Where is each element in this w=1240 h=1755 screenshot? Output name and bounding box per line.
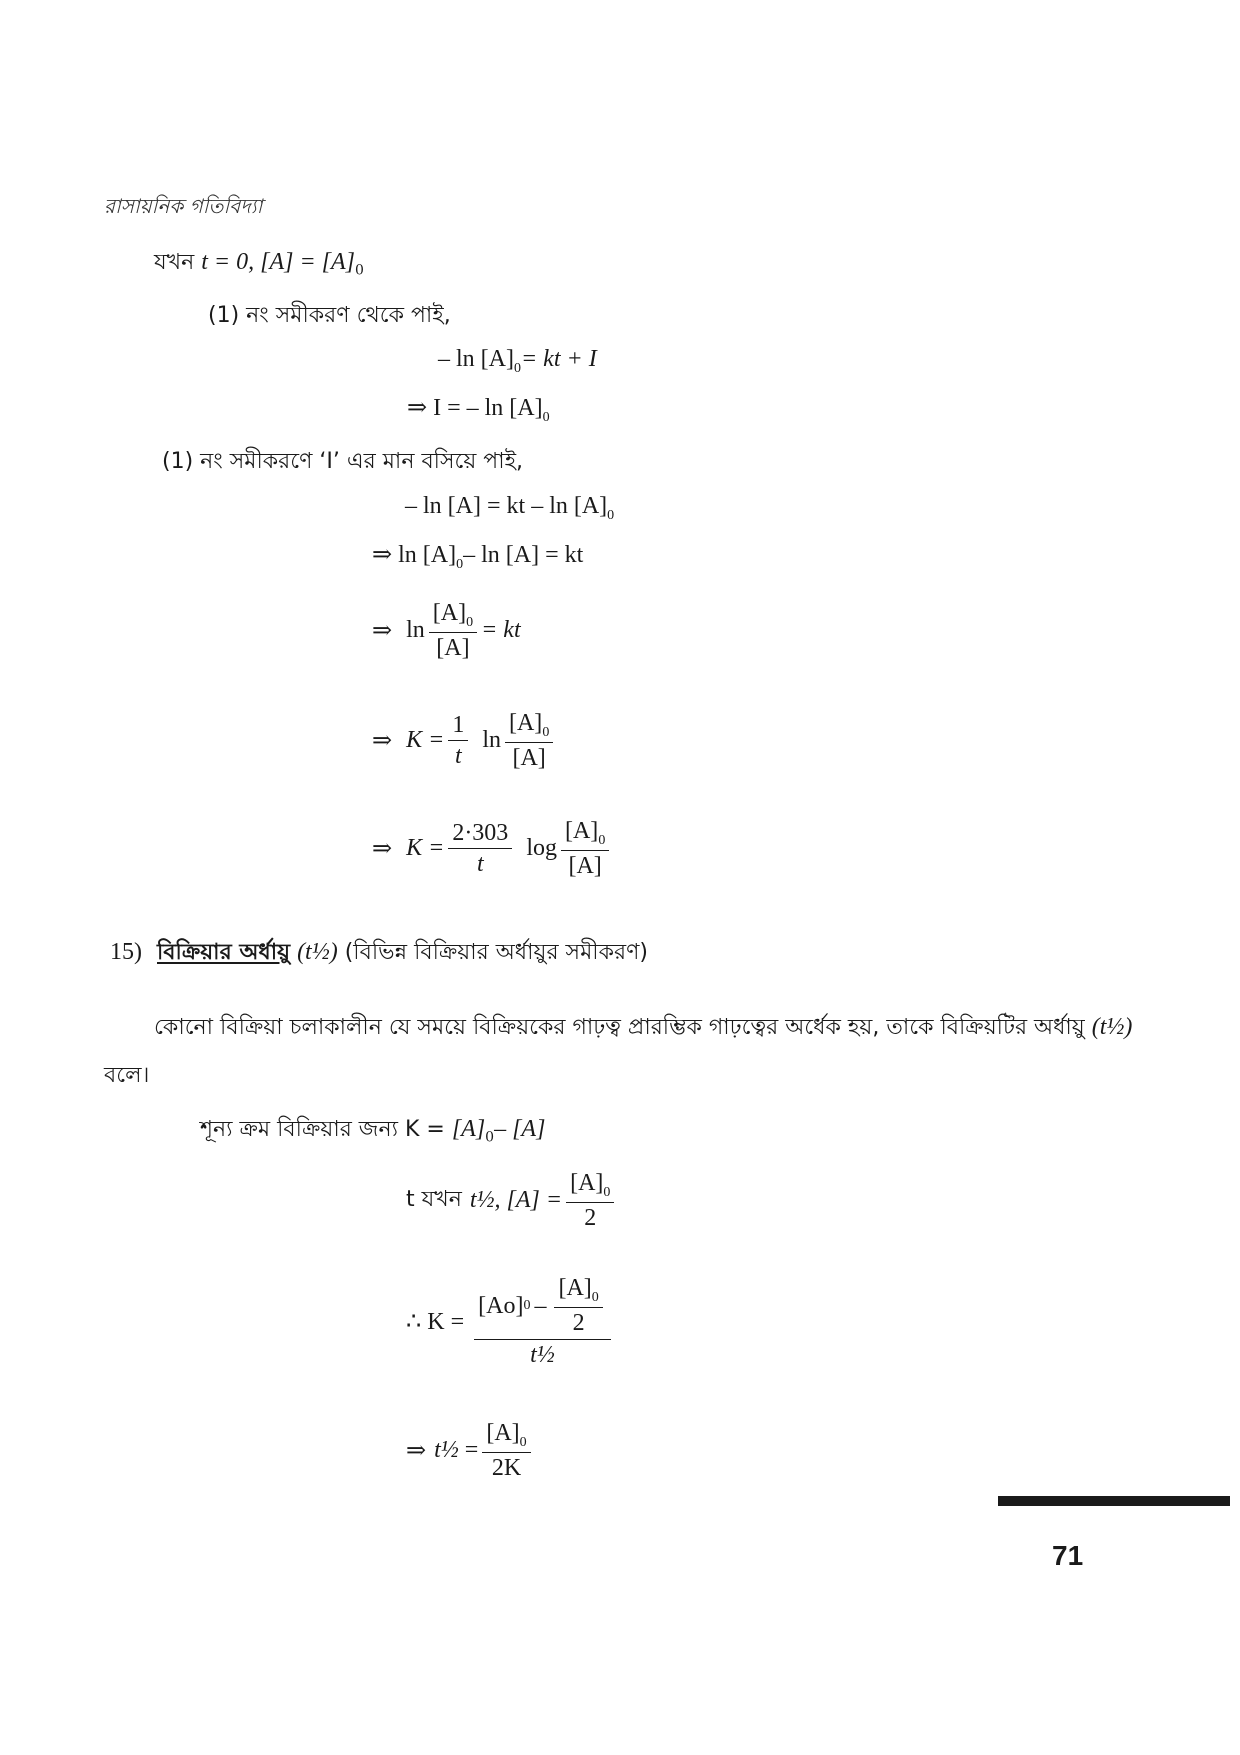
equation-6 (372, 710, 557, 772)
fraction (448, 820, 512, 878)
subscript: 0 (523, 1298, 531, 1314)
subscript: 0 (485, 1129, 495, 1146)
subscript: 0 (542, 724, 550, 740)
subscript: 0 (456, 556, 464, 572)
eq8-prefix: t যখন (406, 1187, 462, 1213)
fraction-numerator: 2·303 (448, 820, 512, 849)
half-life-symbol: t½ (469, 1187, 495, 1214)
implies-symbol: ⇒ (406, 1438, 427, 1465)
fraction-numerator: 1 (448, 712, 468, 741)
fraction (561, 818, 609, 880)
subscript: 0 (607, 507, 615, 523)
eq5-rhs: = kt (481, 617, 521, 644)
eq2-text: ⇒ I = – ln [A] (407, 395, 543, 421)
fraction-numerator: [A] (508, 710, 543, 736)
zero-order-line (200, 1112, 545, 1149)
equals-sign: = (464, 1437, 479, 1464)
fraction-denominator: t (476, 851, 484, 878)
fraction-numerator: [A] (558, 1275, 592, 1301)
minus-sign: – (534, 1292, 547, 1319)
condition-word: যখন (154, 250, 195, 275)
equation-10 (406, 1420, 535, 1482)
section-number: 15) (110, 939, 142, 965)
fraction (505, 710, 553, 772)
section-15-heading (110, 935, 648, 972)
section-subtitle: (বিভিন্ন বিক্রিয়ার অর্ধায়ুর সমীকরণ) (344, 940, 648, 965)
equation-4 (372, 540, 583, 573)
substitute-line (162, 444, 523, 481)
fraction-denominator: 2 (572, 1310, 585, 1337)
fraction-denominator: t½ (530, 1341, 555, 1368)
implies-symbol: ⇒ (372, 836, 393, 863)
subscript: 0 (591, 1289, 599, 1305)
equation-2 (407, 393, 550, 426)
inner-fraction (554, 1275, 602, 1337)
half-life-symbol: t½ (434, 1437, 459, 1464)
half-life-symbol: (t½) (297, 939, 338, 965)
log-operator: log (526, 835, 557, 862)
eq6-lhs: K = (406, 727, 445, 754)
fraction (474, 1275, 611, 1368)
subscript: 0 (542, 409, 550, 425)
equation-1 (438, 346, 597, 377)
eq1-rhs: = kt + I (520, 346, 597, 372)
equation-8 (406, 1170, 618, 1232)
condition-line (154, 245, 364, 282)
subscript: 0 (355, 262, 364, 279)
fraction (482, 1420, 530, 1482)
subscript: 0 (513, 360, 521, 376)
eq3-text: – ln [A] = kt – ln [A] (405, 493, 608, 519)
eq7-lhs: K = (406, 835, 445, 862)
ln-operator: ln (482, 727, 501, 754)
definition-line-2 (104, 1058, 149, 1095)
subscript: 0 (519, 1434, 527, 1450)
equation-7 (372, 818, 613, 880)
subscript: 0 (598, 832, 606, 848)
eq8-middle: , [A] = (494, 1187, 563, 1214)
eq1-lhs: – ln [A] (438, 346, 514, 372)
fraction-denominator: [A] (568, 853, 602, 880)
definition-text: কোনো বিক্রিয়া চলাকালীন যে সময়ে বিক্রিয়কের গাঢ়ত্ব প্রারম্ভিক গাঢ়ত্বের অর্ধেক হয়, তাকে বিক্রিয়টির অর্ধায়ু (154, 1015, 1085, 1040)
fraction (429, 600, 477, 662)
fraction-denominator: [A] (512, 745, 546, 772)
fraction-numerator: [A] (486, 1420, 520, 1446)
fraction-numerator: [A] (432, 600, 467, 626)
fraction-numerator: [A] (570, 1170, 604, 1196)
subscript: 0 (603, 1184, 611, 1200)
fraction-numerator: [A] (564, 818, 599, 844)
equation-3 (405, 493, 614, 524)
section-title: বিক্রিয়ার অর্ধায়ু (157, 940, 291, 965)
fraction-denominator: [A] (436, 635, 470, 662)
eq4-lhs: ⇒ ln [A] (372, 542, 457, 568)
fraction (448, 712, 468, 770)
page-number: 71 (1052, 1540, 1084, 1571)
equation-5 (372, 600, 521, 662)
from-equation-text: (1) নং সমীকরণ থেকে পাই, (208, 303, 451, 328)
running-header: রাসায়নিক গতিবিদ্যা (104, 194, 263, 218)
zero-order-math: [A] (451, 1116, 486, 1142)
substitute-text: (1) নং সমীকরণে ‘I’ এর মান বসিয়ে পাই, (162, 449, 524, 474)
footer-rule (998, 1496, 1230, 1506)
eq9-prefix: ∴ K = (406, 1308, 465, 1335)
from-equation-line (208, 298, 451, 335)
eq4-rhs: – ln [A] = kt (463, 542, 584, 568)
half-life-symbol: (t½) (1091, 1014, 1133, 1040)
fraction-numerator: [Ao] (478, 1292, 524, 1319)
fraction-denominator: t (454, 743, 462, 770)
subscript: 0 (466, 614, 474, 630)
implies-symbol: ⇒ (372, 618, 393, 645)
equation-9 (406, 1275, 615, 1368)
definition-end: বলে। (104, 1063, 150, 1088)
definition-line-1 (154, 1010, 1132, 1047)
zero-order-text: শূন্য ক্রম বিক্রিয়ার জন্য K = (200, 1117, 445, 1142)
condition-math: t = 0, [A] = [A] (201, 249, 356, 275)
fraction-denominator: 2 (584, 1205, 597, 1232)
ln-operator: ln (406, 617, 425, 644)
fraction-denominator: 2K (491, 1455, 522, 1482)
fraction (566, 1170, 614, 1232)
implies-symbol: ⇒ (372, 728, 393, 755)
zero-order-tail: – [A] (494, 1116, 546, 1142)
